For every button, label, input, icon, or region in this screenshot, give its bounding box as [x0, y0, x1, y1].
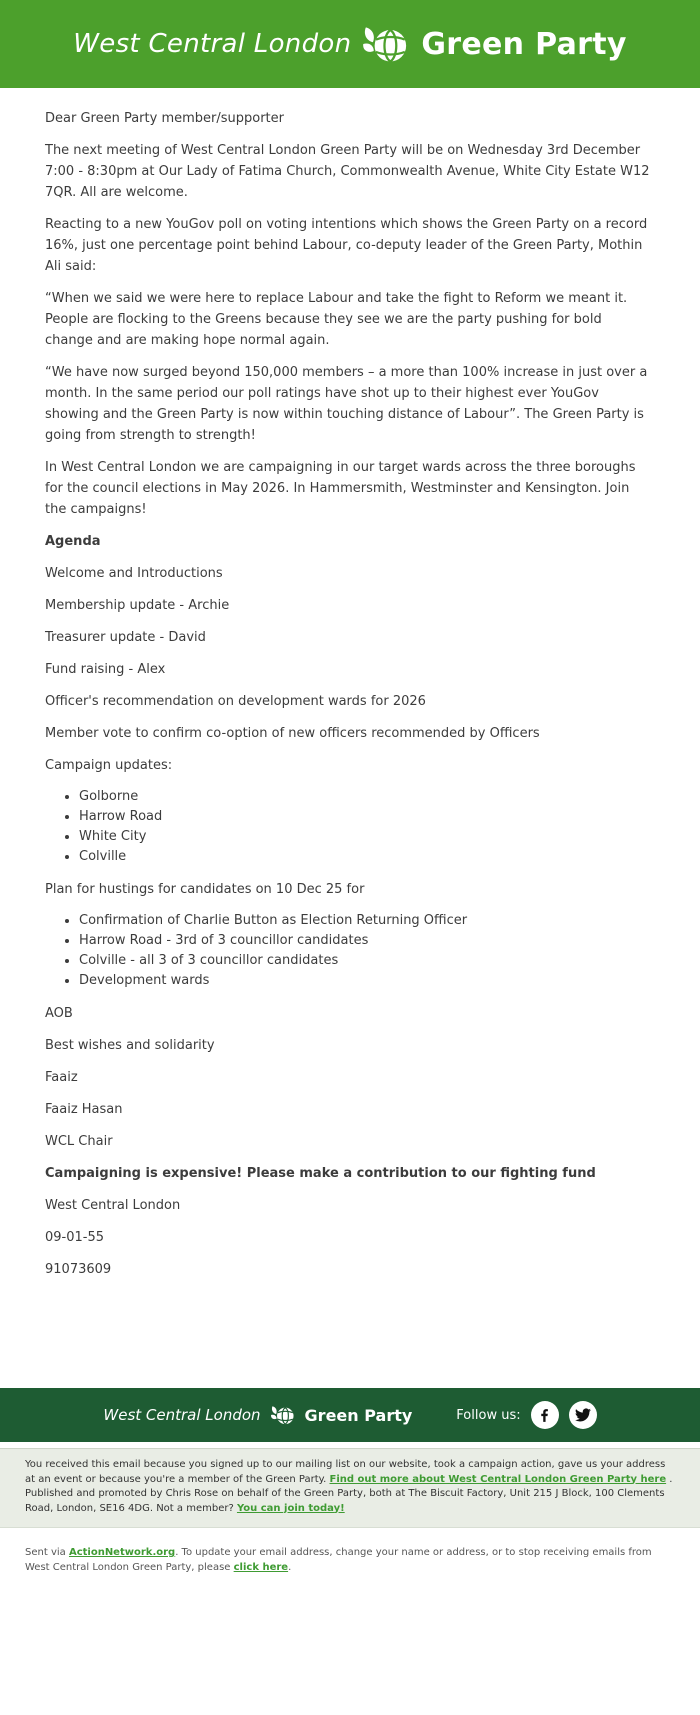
bottom-whitespace: [0, 1575, 700, 1715]
donation-heading: Campaigning is expensive! Please make a contribution to our fighting fund: [45, 1166, 596, 1181]
bank-sort-code: 09-01-55: [45, 1230, 105, 1245]
footer-info-text: You received this email because you signed up to our mailing list on our website, took a campaign action, gave us your address at an event or because you're a member of the Green Party.: [25, 1459, 666, 1485]
footer-party-text: Green Party: [304, 1405, 413, 1425]
bank-account-name: West Central London: [45, 1198, 181, 1213]
header-region-text: West Central London: [73, 29, 352, 59]
quote-paragraph-2: “We have now surged beyond 150,000 members – a more than 100% increase in just over a month. In the same period our poll ratings have shot up to their highest ever YouGov showing and the Green Party is now within touching distance of Labour”. The Green Party is going from strength to strength!: [45, 365, 648, 443]
poll-paragraph: Reacting to a new YouGov poll on voting intentions which shows the Green Party on a record 16%, just one percentage point behind Labour, co-deputy leader of the Green Party, Mothin Ali said:: [45, 217, 648, 274]
join-today-link[interactable]: You can join today!: [236, 1502, 345, 1514]
agenda-item-campaign-updates: Campaign updates:: [45, 758, 173, 773]
footer-green-party-logo-icon: [271, 1404, 295, 1426]
hustings-list: [45, 911, 652, 991]
agenda-item-treasurer: Treasurer update - David: [45, 630, 206, 645]
signoff-role: WCL Chair: [45, 1134, 113, 1149]
hustings-item: • Confirmation of Charlie Button as Election Returning Officer: [79, 911, 652, 931]
bank-account-number: 91073609: [45, 1262, 112, 1277]
signoff-fullname: Faaiz Hasan: [45, 1102, 123, 1117]
sent-via-text: . To update your email address, change your name or address, or to stop receiving emails from West Central London Green Party, please: [25, 1547, 652, 1573]
hustings-item: • Colville - all 3 of 3 councillor candidates: [79, 951, 652, 971]
sent-via-section: [0, 1528, 700, 1575]
footer-info-text: . Published and promoted by Chris Rose on behalf of the Green Party, both at The Biscuit Factory, Unit 215 J Block, 100 Clements Road, London, SE16 4DG. Not a member?: [25, 1473, 673, 1514]
action-network-link[interactable]: ActionNetwork.org: [68, 1547, 176, 1558]
agenda-item-membership: Membership update - Archie: [45, 598, 230, 613]
header-party-text: Green Party: [421, 26, 627, 62]
follow-us-label: Follow us:: [456, 1407, 521, 1423]
signoff-wishes: Best wishes and solidarity: [45, 1038, 215, 1053]
quote-paragraph-1: “When we said we were here to replace Labour and take the fight to Reform we meant it. People are flocking to the Greens because they see we are the party pushing for bold change and are making hope normal again.: [45, 291, 628, 348]
hustings-item: • Development wards: [79, 971, 652, 991]
agenda-item-welcome: Welcome and Introductions: [45, 566, 223, 581]
ward-item: • Harrow Road: [79, 807, 652, 827]
ward-item: • Golborne: [79, 787, 652, 807]
campaign-wards-list: [45, 787, 652, 867]
click-here-link[interactable]: click here: [233, 1562, 289, 1573]
footer-region-text: West Central London: [103, 1406, 261, 1424]
ward-item: • Colville: [79, 847, 652, 867]
agenda-item-officers-recommendation: Officer's recommendation on development wards for 2026: [45, 694, 426, 709]
header-banner: [0, 0, 700, 88]
sent-via-text: Sent via: [25, 1547, 69, 1558]
facebook-icon[interactable]: [531, 1401, 559, 1429]
agenda-heading: Agenda: [45, 534, 101, 549]
greeting-paragraph: Dear Green Party member/supporter: [45, 111, 284, 126]
agenda-item-member-vote: Member vote to confirm co-option of new officers recommended by Officers: [45, 726, 540, 741]
hustings-intro: Plan for hustings for candidates on 10 Dec 25 for: [45, 882, 365, 897]
green-party-logo-icon: [363, 23, 409, 65]
footer-info-section: [0, 1448, 700, 1528]
aob-text: AOB: [45, 1006, 73, 1021]
signoff-firstname: Faaiz: [45, 1070, 78, 1085]
hustings-item: • Harrow Road - 3rd of 3 councillor candidates: [79, 931, 652, 951]
find-out-more-link[interactable]: Find out more about West Central London Green Party here: [329, 1473, 667, 1485]
campaign-paragraph: In West Central London we are campaigning in our target wards across the three boroughs for the council elections in May 2026. In Hammersmith, Westminster and Kensington. Join the campaigns!: [45, 460, 636, 517]
email-body: [0, 88, 700, 1291]
ward-item: • White City: [79, 827, 652, 847]
meeting-paragraph: The next meeting of West Central London Green Party will be on Wednesday 3rd December 7:00 - 8:30pm at Our Lady of Fatima Church, Commonwealth Avenue, White City Estate W12 7QR. All are welcome.: [45, 143, 650, 200]
footer-banner: [0, 1388, 700, 1442]
agenda-item-fundraising: Fund raising - Alex: [45, 662, 166, 677]
twitter-icon[interactable]: [569, 1401, 597, 1429]
sent-via-text: .: [288, 1562, 292, 1573]
